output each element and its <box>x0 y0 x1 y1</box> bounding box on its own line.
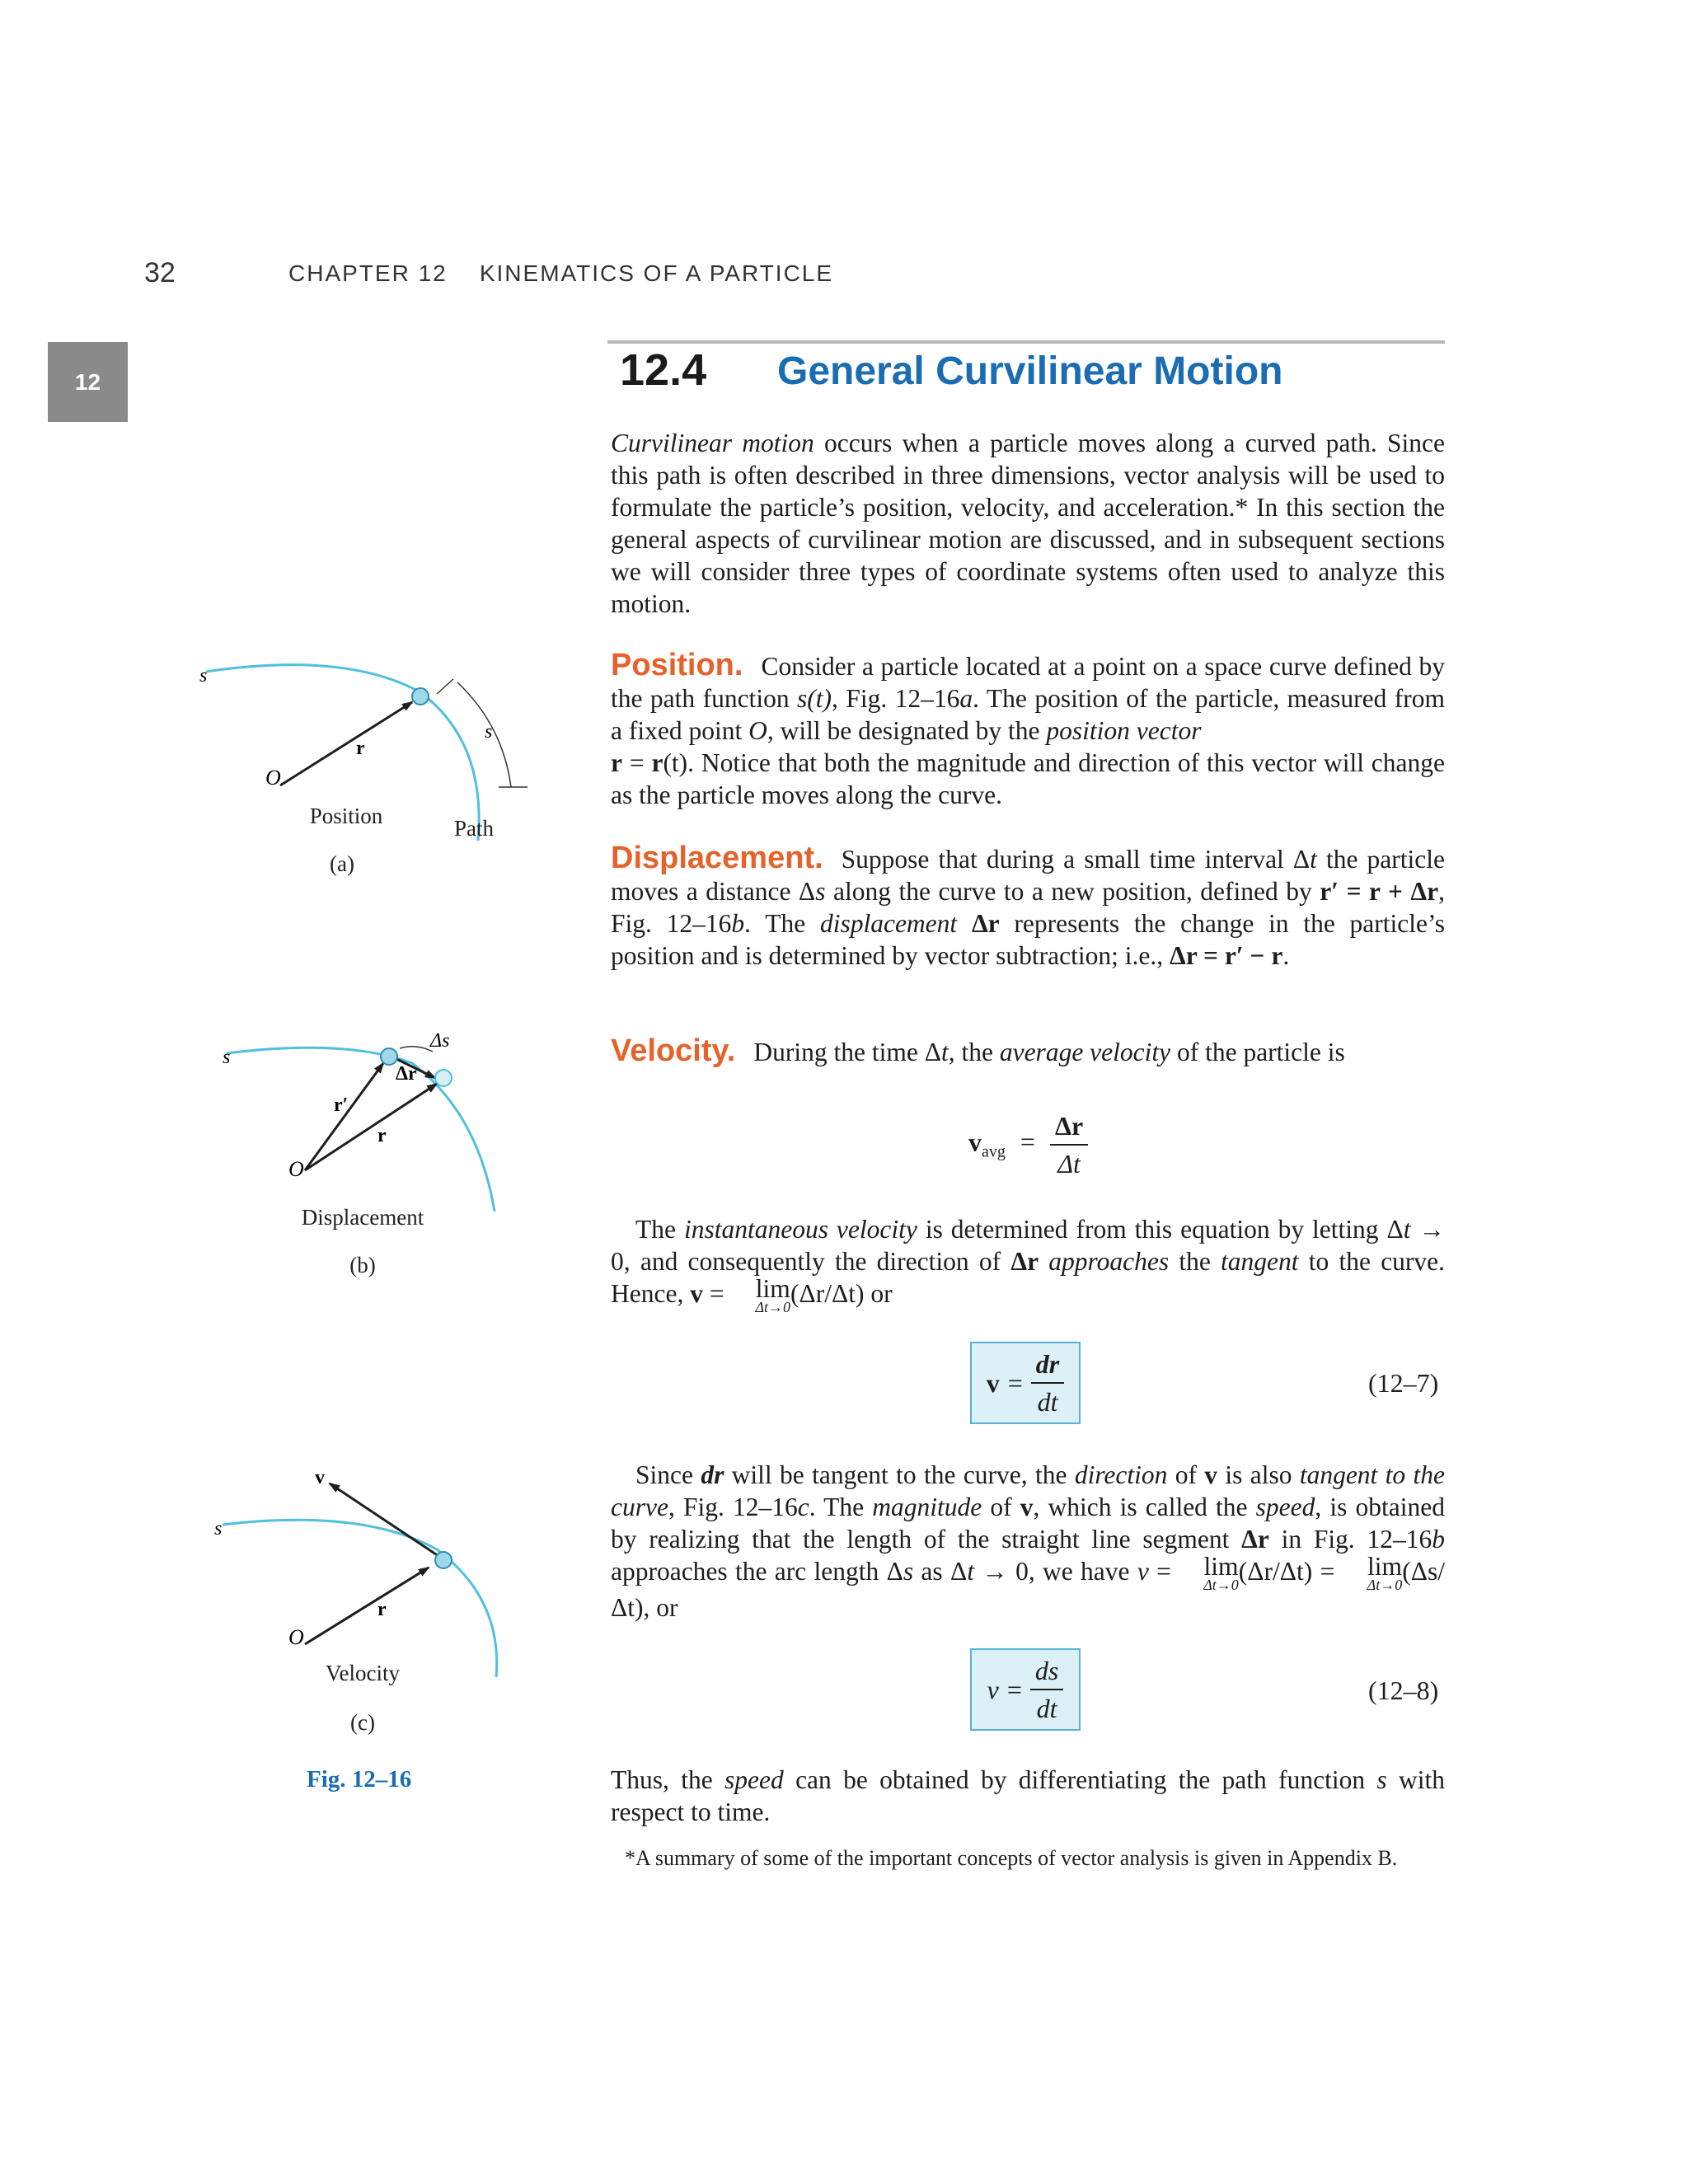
eq-equals: = <box>1020 1127 1035 1157</box>
math-r: r <box>651 748 663 777</box>
text-run: Since <box>635 1460 701 1489</box>
math-s: s <box>903 1557 914 1586</box>
text-run: to the curve. Hence, <box>611 1247 1446 1308</box>
fig-ref: a <box>959 684 973 713</box>
instantaneous-paragraph <box>611 1213 1445 1314</box>
math-s: s <box>815 877 826 906</box>
text-run: Suppose that during a small time interval Δ <box>841 845 1311 874</box>
position-vector-arrow <box>305 1568 429 1644</box>
position-heading: Position. <box>611 648 743 682</box>
path-curve <box>227 1047 495 1212</box>
position-vector-arrow <box>280 702 412 785</box>
math-t: t <box>1403 1215 1411 1244</box>
lim-text: lim <box>1367 1552 1402 1581</box>
text-run: of <box>982 1493 1020 1521</box>
lim-text: lim <box>755 1274 790 1303</box>
math-delta-r: Δr <box>1241 1525 1269 1554</box>
velocity-heading: Velocity. <box>611 1033 736 1068</box>
math-v: v <box>1204 1460 1218 1489</box>
math-t: t <box>1310 845 1317 874</box>
eq-fraction <box>1031 1349 1064 1417</box>
eq-equals: = <box>1006 1674 1022 1704</box>
text-run: of <box>1167 1460 1205 1489</box>
text-run: (Δr/Δt) or <box>790 1279 893 1308</box>
text-run: approaches the arc length Δ <box>611 1557 903 1586</box>
eq-numerator: dr <box>1031 1349 1064 1384</box>
r-vector <box>305 1084 437 1170</box>
text-run: (Δr/Δt) = <box>1238 1557 1343 1586</box>
figure-a-label: (a) <box>330 851 354 876</box>
math-t: t <box>940 1038 949 1066</box>
equation-12-7-box <box>970 1342 1081 1424</box>
figure-a-path-label: Path <box>453 816 494 841</box>
math-v: v <box>1020 1493 1034 1521</box>
tangent-term: tangent <box>1221 1247 1299 1276</box>
limit-operator <box>1179 1552 1239 1593</box>
text-run: is determined from this equation by letting Δ <box>917 1215 1404 1244</box>
equation-12-7-number: (12–7) <box>1368 1368 1439 1398</box>
text-run: Consider a particle located at a point on a space curve defined by the path function <box>611 652 1445 713</box>
speed-term: speed <box>724 1765 784 1794</box>
label-r: r <box>356 738 365 759</box>
lim-subscript: Δt→0 <box>1203 1577 1239 1593</box>
fig-ref: c <box>797 1493 809 1521</box>
text-run: of the particle is <box>1170 1038 1345 1066</box>
figure-c <box>198 1459 528 1690</box>
equation-12-8-box <box>970 1648 1081 1731</box>
conclusion-paragraph <box>611 1764 1445 1828</box>
avg-velocity-equation <box>968 1111 1088 1179</box>
text-run: → 0, we have <box>973 1557 1137 1586</box>
math-dr: dr <box>701 1460 724 1489</box>
chapter-label: CHAPTER 12 <box>288 260 448 286</box>
delta-s-arc <box>400 1047 433 1052</box>
text-run: , Fig. 12–16 <box>611 877 1446 938</box>
text-run: represents the change in the particle’s position and is determined by vector subtraction; i.e., <box>611 909 1446 970</box>
math-s: s <box>1376 1765 1387 1794</box>
label-s: s <box>223 1047 231 1068</box>
text-run: . The position of the particle, measured from a fixed point <box>611 684 1445 745</box>
text-run: = <box>702 1279 731 1308</box>
text-run: is also <box>1217 1460 1300 1489</box>
running-head <box>0 257 1688 298</box>
eq-numerator: ds <box>1030 1656 1063 1690</box>
text-run: with respect to time. <box>611 1765 1446 1826</box>
label-r: r <box>377 1125 387 1146</box>
chapter-title: KINEMATICS OF A PARTICLE <box>479 260 834 286</box>
approaches-term: approaches <box>1048 1247 1170 1276</box>
eq-lhs-sub: avg <box>982 1142 1006 1161</box>
eq-fraction <box>1050 1111 1088 1179</box>
text-run: , will be designated by the <box>767 716 1047 745</box>
instantaneous-velocity-term: instantaneous velocity <box>683 1215 917 1244</box>
eq-numerator: Δr <box>1050 1111 1088 1146</box>
label-O: O <box>265 766 281 790</box>
math-equation: Δr = r′ − r <box>1169 941 1283 970</box>
velocity-paragraph <box>611 1035 1445 1068</box>
text-run: = <box>1148 1557 1179 1586</box>
math-v: v <box>690 1279 703 1308</box>
fig-ref: b <box>731 909 745 938</box>
chapter-tab: 12 <box>48 342 128 422</box>
math-delta-r: Δr <box>1010 1247 1039 1276</box>
text-run: During the time Δ <box>753 1038 941 1066</box>
displacement-paragraph <box>611 842 1445 972</box>
label-delta-s: Δs <box>430 1030 450 1052</box>
math-s-of-t: s(t) <box>797 684 832 713</box>
label-s: s <box>214 1518 223 1540</box>
text-run: , is obtained by realizing that the length of the straight line segment <box>611 1493 1445 1554</box>
speed-paragraph <box>611 1459 1445 1624</box>
limit-operator <box>730 1274 791 1315</box>
average-velocity-term: average velocity <box>999 1038 1171 1066</box>
chapter-heading <box>288 260 833 287</box>
position-vector-term: position vector <box>1046 716 1202 745</box>
label-s: s <box>199 665 208 687</box>
text-run: the <box>1169 1247 1221 1276</box>
intro-paragraph <box>611 427 1445 620</box>
text-run: Thus, the <box>611 1765 725 1794</box>
figure-b-label: (b) <box>349 1253 376 1277</box>
dimension-tick <box>437 679 453 694</box>
text-run: , Fig. 12–16 <box>832 684 960 713</box>
section-rule <box>607 340 1445 344</box>
particle-final <box>435 1070 452 1086</box>
lim-subscript: Δt→0 <box>1367 1577 1403 1593</box>
intro-text: occurs when a particle moves along a curved path. Since this path is often described in three dimensions, vector analysis will be used to formulate the particle’s position, velocity, and acceleration.* In this section the general aspects of curvilinear motion are discussed, and in subsequent sections we will consider three types of coordinate systems often used to analyze this motion. <box>611 429 1446 618</box>
eq-lhs: v <box>968 1127 982 1157</box>
text-run <box>1039 1247 1048 1276</box>
label-v: v <box>315 1467 325 1488</box>
label-delta-r: Δr <box>396 1063 417 1085</box>
text-run: , which is called the <box>1033 1493 1256 1521</box>
text-run: , Fig. 12–16 <box>668 1493 798 1521</box>
label-s-arc: s <box>485 721 493 743</box>
label-r: r <box>377 1599 387 1620</box>
eq-lhs: v <box>987 1674 999 1704</box>
eq-denominator: dt <box>1037 1387 1058 1417</box>
text-run: can be obtained by differentiating the path function <box>783 1765 1377 1794</box>
math-O: O <box>748 716 767 745</box>
figure-c-caption: Velocity <box>326 1661 400 1685</box>
figure-c-label: (c) <box>350 1710 375 1735</box>
text-run: . The <box>744 909 820 938</box>
figure-a-caption: Position <box>309 804 383 828</box>
limit-operator <box>1343 1552 1403 1593</box>
particle-initial <box>381 1048 397 1065</box>
figure-b-caption: Displacement <box>301 1205 424 1230</box>
position-paragraph <box>611 649 1445 811</box>
magnitude-term: magnitude <box>872 1493 982 1521</box>
text-run: , the <box>948 1038 1000 1066</box>
equation-12-8-number: (12–8) <box>1368 1675 1439 1705</box>
r-prime-vector <box>305 1063 383 1170</box>
fig-ref: b <box>1432 1525 1445 1554</box>
math-equation: r′ = r + Δr <box>1320 877 1439 906</box>
text-run: in Fig. 12–16 <box>1268 1525 1432 1554</box>
text-run: . The <box>809 1493 873 1521</box>
label-O: O <box>288 1625 304 1649</box>
eq-fraction <box>1030 1656 1063 1723</box>
text-run: along the curve to a new position, defined by <box>825 877 1320 906</box>
text-run: (t). Notice that both the magnitude and direction of this vector will change as the particle moves along the curve. <box>611 748 1445 809</box>
text-run: the particle moves a distance Δ <box>611 845 1445 906</box>
path-curve <box>223 1520 497 1677</box>
eq-denominator: dt <box>1036 1694 1057 1723</box>
footnote: *A summary of some of the important concepts of vector analysis is given in Appendix B. <box>625 1846 1398 1870</box>
figure-number-label: Fig. 12–16 <box>307 1766 412 1793</box>
lim-subscript: Δt→0 <box>755 1299 791 1315</box>
math-v-scalar: v <box>1137 1557 1149 1586</box>
lim-text: lim <box>1203 1552 1239 1581</box>
displacement-heading: Displacement. <box>611 841 823 875</box>
math-r: r <box>611 748 622 777</box>
text-run: The <box>635 1215 684 1244</box>
math-delta-r: Δr <box>971 909 1000 938</box>
label-r-prime: r′ <box>334 1094 349 1116</box>
particle <box>412 688 429 705</box>
velocity-vector-arrow <box>330 1483 441 1558</box>
text-run: (Δs/Δt), or <box>611 1557 1445 1622</box>
tangent-term: tangent to the curve <box>611 1460 1445 1521</box>
text-run: will be tangent to the curve, the <box>724 1460 1075 1489</box>
page-number: 32 <box>144 257 176 288</box>
text-run: . <box>1282 941 1290 970</box>
eq-lhs: v <box>986 1367 1000 1398</box>
intro-term: Curvilinear motion <box>611 429 814 457</box>
math-t: t <box>967 1557 974 1586</box>
speed-term: speed <box>1255 1493 1315 1521</box>
section-number: 12.4 <box>620 345 707 395</box>
direction-term: direction <box>1074 1460 1168 1489</box>
eq-denominator: Δt <box>1057 1149 1081 1179</box>
particle <box>435 1552 452 1568</box>
text-run: = <box>621 748 652 777</box>
eq-equals: = <box>1007 1367 1023 1398</box>
label-O: O <box>288 1157 304 1181</box>
text-run: as Δ <box>913 1557 968 1586</box>
text-run: → 0, and consequently the direction of <box>611 1215 1445 1276</box>
displacement-term: displacement <box>819 909 958 938</box>
figure-b <box>190 1030 536 1220</box>
section-title: General Curvilinear Motion <box>777 349 1283 393</box>
